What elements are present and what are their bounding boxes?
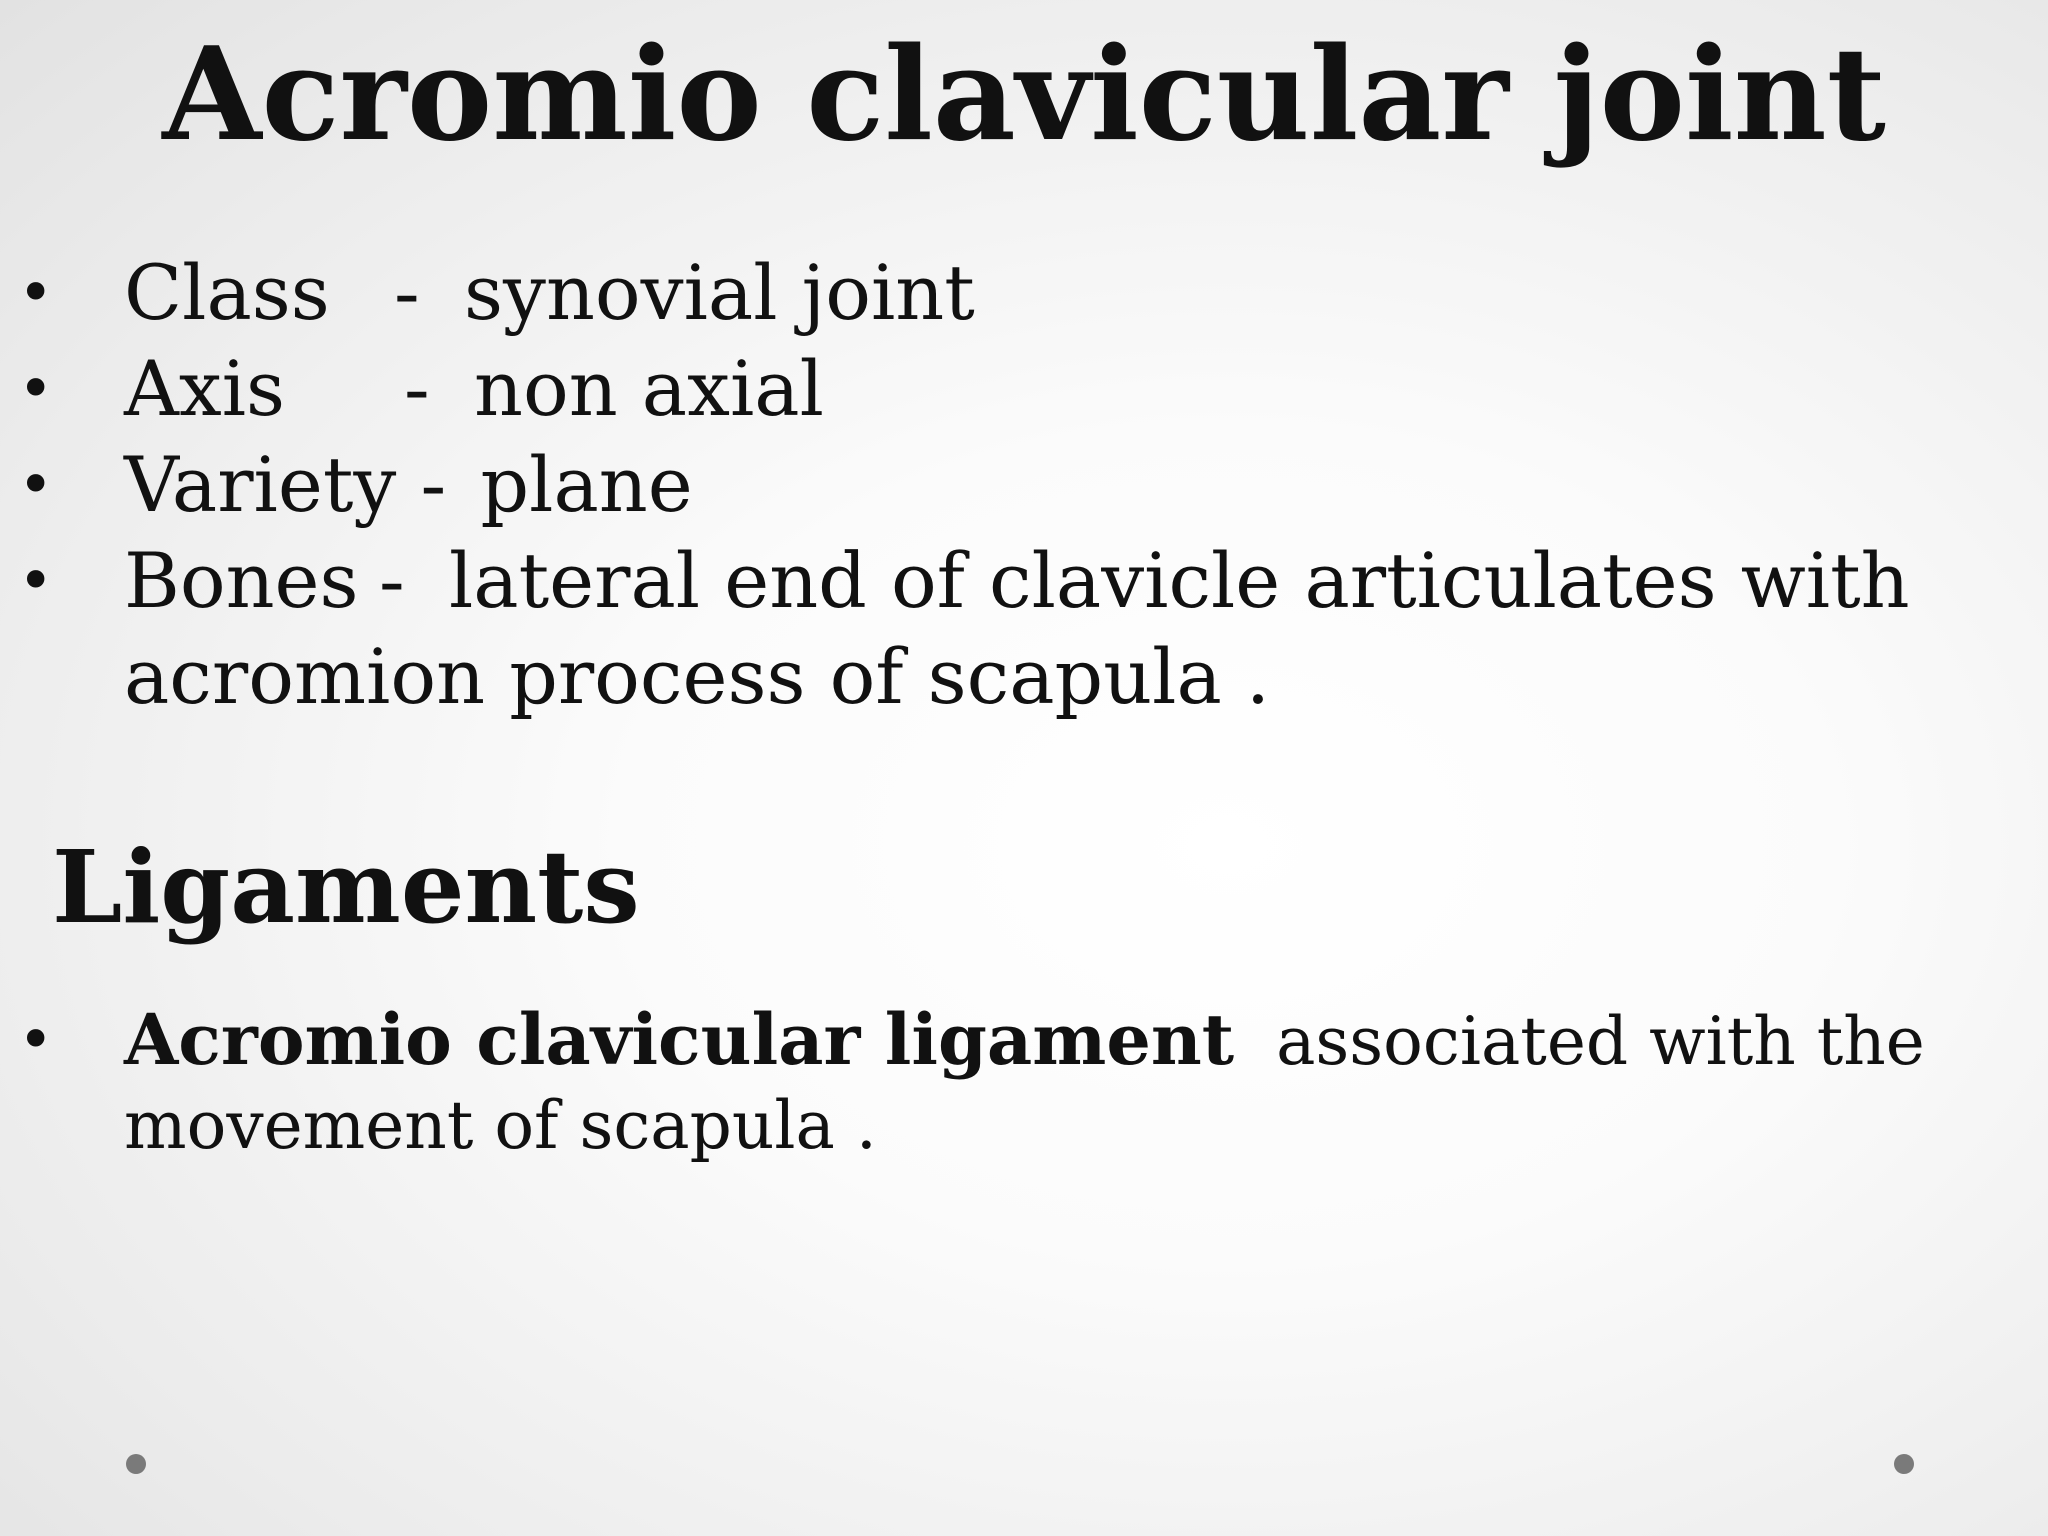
- bullet-icon: •: [18, 450, 54, 520]
- slide-title: Acromio clavicular joint: [162, 20, 1886, 170]
- bullet-icon: •: [18, 546, 54, 616]
- separator: -: [379, 536, 405, 625]
- term-axis: Axis: [124, 344, 286, 433]
- ligaments-list: [0, 998, 2048, 1168]
- list-item-class: [0, 245, 2048, 341]
- value-bones-continuation: acromion process of scapula .: [124, 632, 1271, 721]
- ligament-text: associated with the: [1276, 1003, 1925, 1080]
- list-item-bones: [0, 533, 2048, 629]
- ligament-name: Acromio clavicular ligament: [124, 998, 1235, 1081]
- value-bones: lateral end of clavicle articulates with: [449, 536, 1910, 625]
- list-item-variety: [0, 437, 2048, 533]
- bullet-icon: •: [18, 354, 54, 424]
- value-axis: non axial: [474, 344, 824, 433]
- decor-dot-right: [1894, 1454, 1914, 1474]
- joint-facts-list: [0, 245, 2048, 725]
- ligament-text-continuation: movement of scapula .: [124, 1087, 877, 1164]
- bullet-icon: •: [18, 258, 54, 328]
- bullet-icon: •: [18, 1005, 54, 1075]
- value-variety: plane: [480, 440, 693, 529]
- list-item-ligament: [0, 998, 2048, 1084]
- separator: -: [394, 248, 420, 337]
- value-class: synovial joint: [464, 248, 975, 337]
- term-bones: Bones: [124, 536, 359, 625]
- section-heading-ligaments: Ligaments: [52, 828, 640, 946]
- term-variety: Variety: [124, 440, 397, 529]
- separator: -: [404, 344, 430, 433]
- separator: -: [420, 440, 447, 529]
- decor-dot-left: [126, 1454, 146, 1474]
- list-item-axis: [0, 341, 2048, 437]
- term-class: Class: [124, 248, 330, 337]
